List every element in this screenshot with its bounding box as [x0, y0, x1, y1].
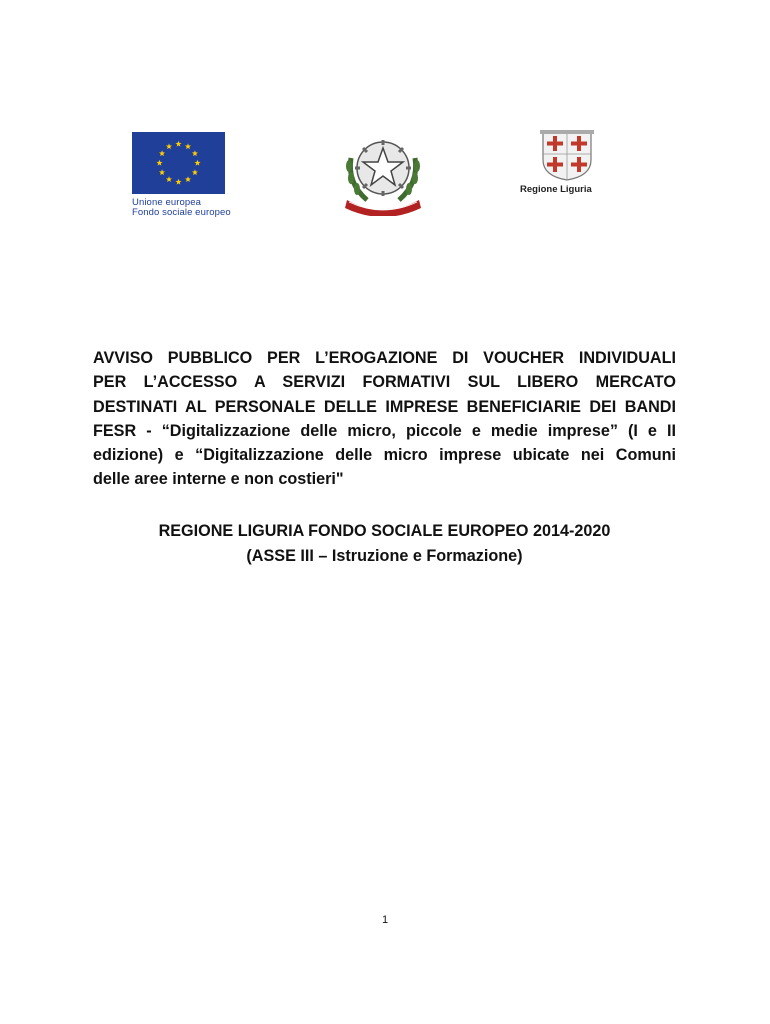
page-number: 1 — [381, 914, 389, 926]
eu-logo — [132, 132, 232, 218]
repubblica-italiana-emblem-icon — [337, 128, 429, 216]
subtitle-line-2: (ASSE III – Istruzione e Formazione) — [246, 547, 523, 565]
title-line-4: FESR - “Digitalizzazione delle micro, piccole e medie imprese” (I e II — [93, 421, 676, 440]
eu-caption-line2: Fondo sociale europeo — [132, 207, 231, 218]
regione-liguria-logo — [520, 130, 615, 195]
document-title — [93, 346, 676, 492]
regione-liguria-shield-icon — [537, 130, 597, 182]
title-line-1: AVVISO PUBBLICO PER L’EROGAZIONE DI VOUCHER INDIVIDUALI — [93, 349, 676, 367]
title-line-6: delle aree interne e non costieri" — [93, 470, 344, 489]
title-line-3: DESTINATI AL PERSONALE DELLE IMPRESE BENEFICIARIE DEI BANDI — [93, 397, 676, 416]
title-line-5: edizione) e “Digitalizzazione delle micro imprese ubicate nei Comuni — [93, 446, 676, 465]
subtitle-line-1: REGIONE LIGURIA FONDO SOCIALE EUROPEO 2014-2020 — [158, 522, 611, 540]
title-line-2: PER L’ACCESSO A SERVIZI FORMATIVI SUL LIBERO MERCATO — [93, 373, 676, 392]
regione-liguria-label: Regione Liguria — [520, 184, 592, 195]
document-subtitle — [93, 519, 676, 569]
eu-flag-icon — [132, 132, 225, 194]
eu-caption — [132, 198, 232, 218]
eu-caption-line1: Unione europea — [132, 197, 202, 208]
